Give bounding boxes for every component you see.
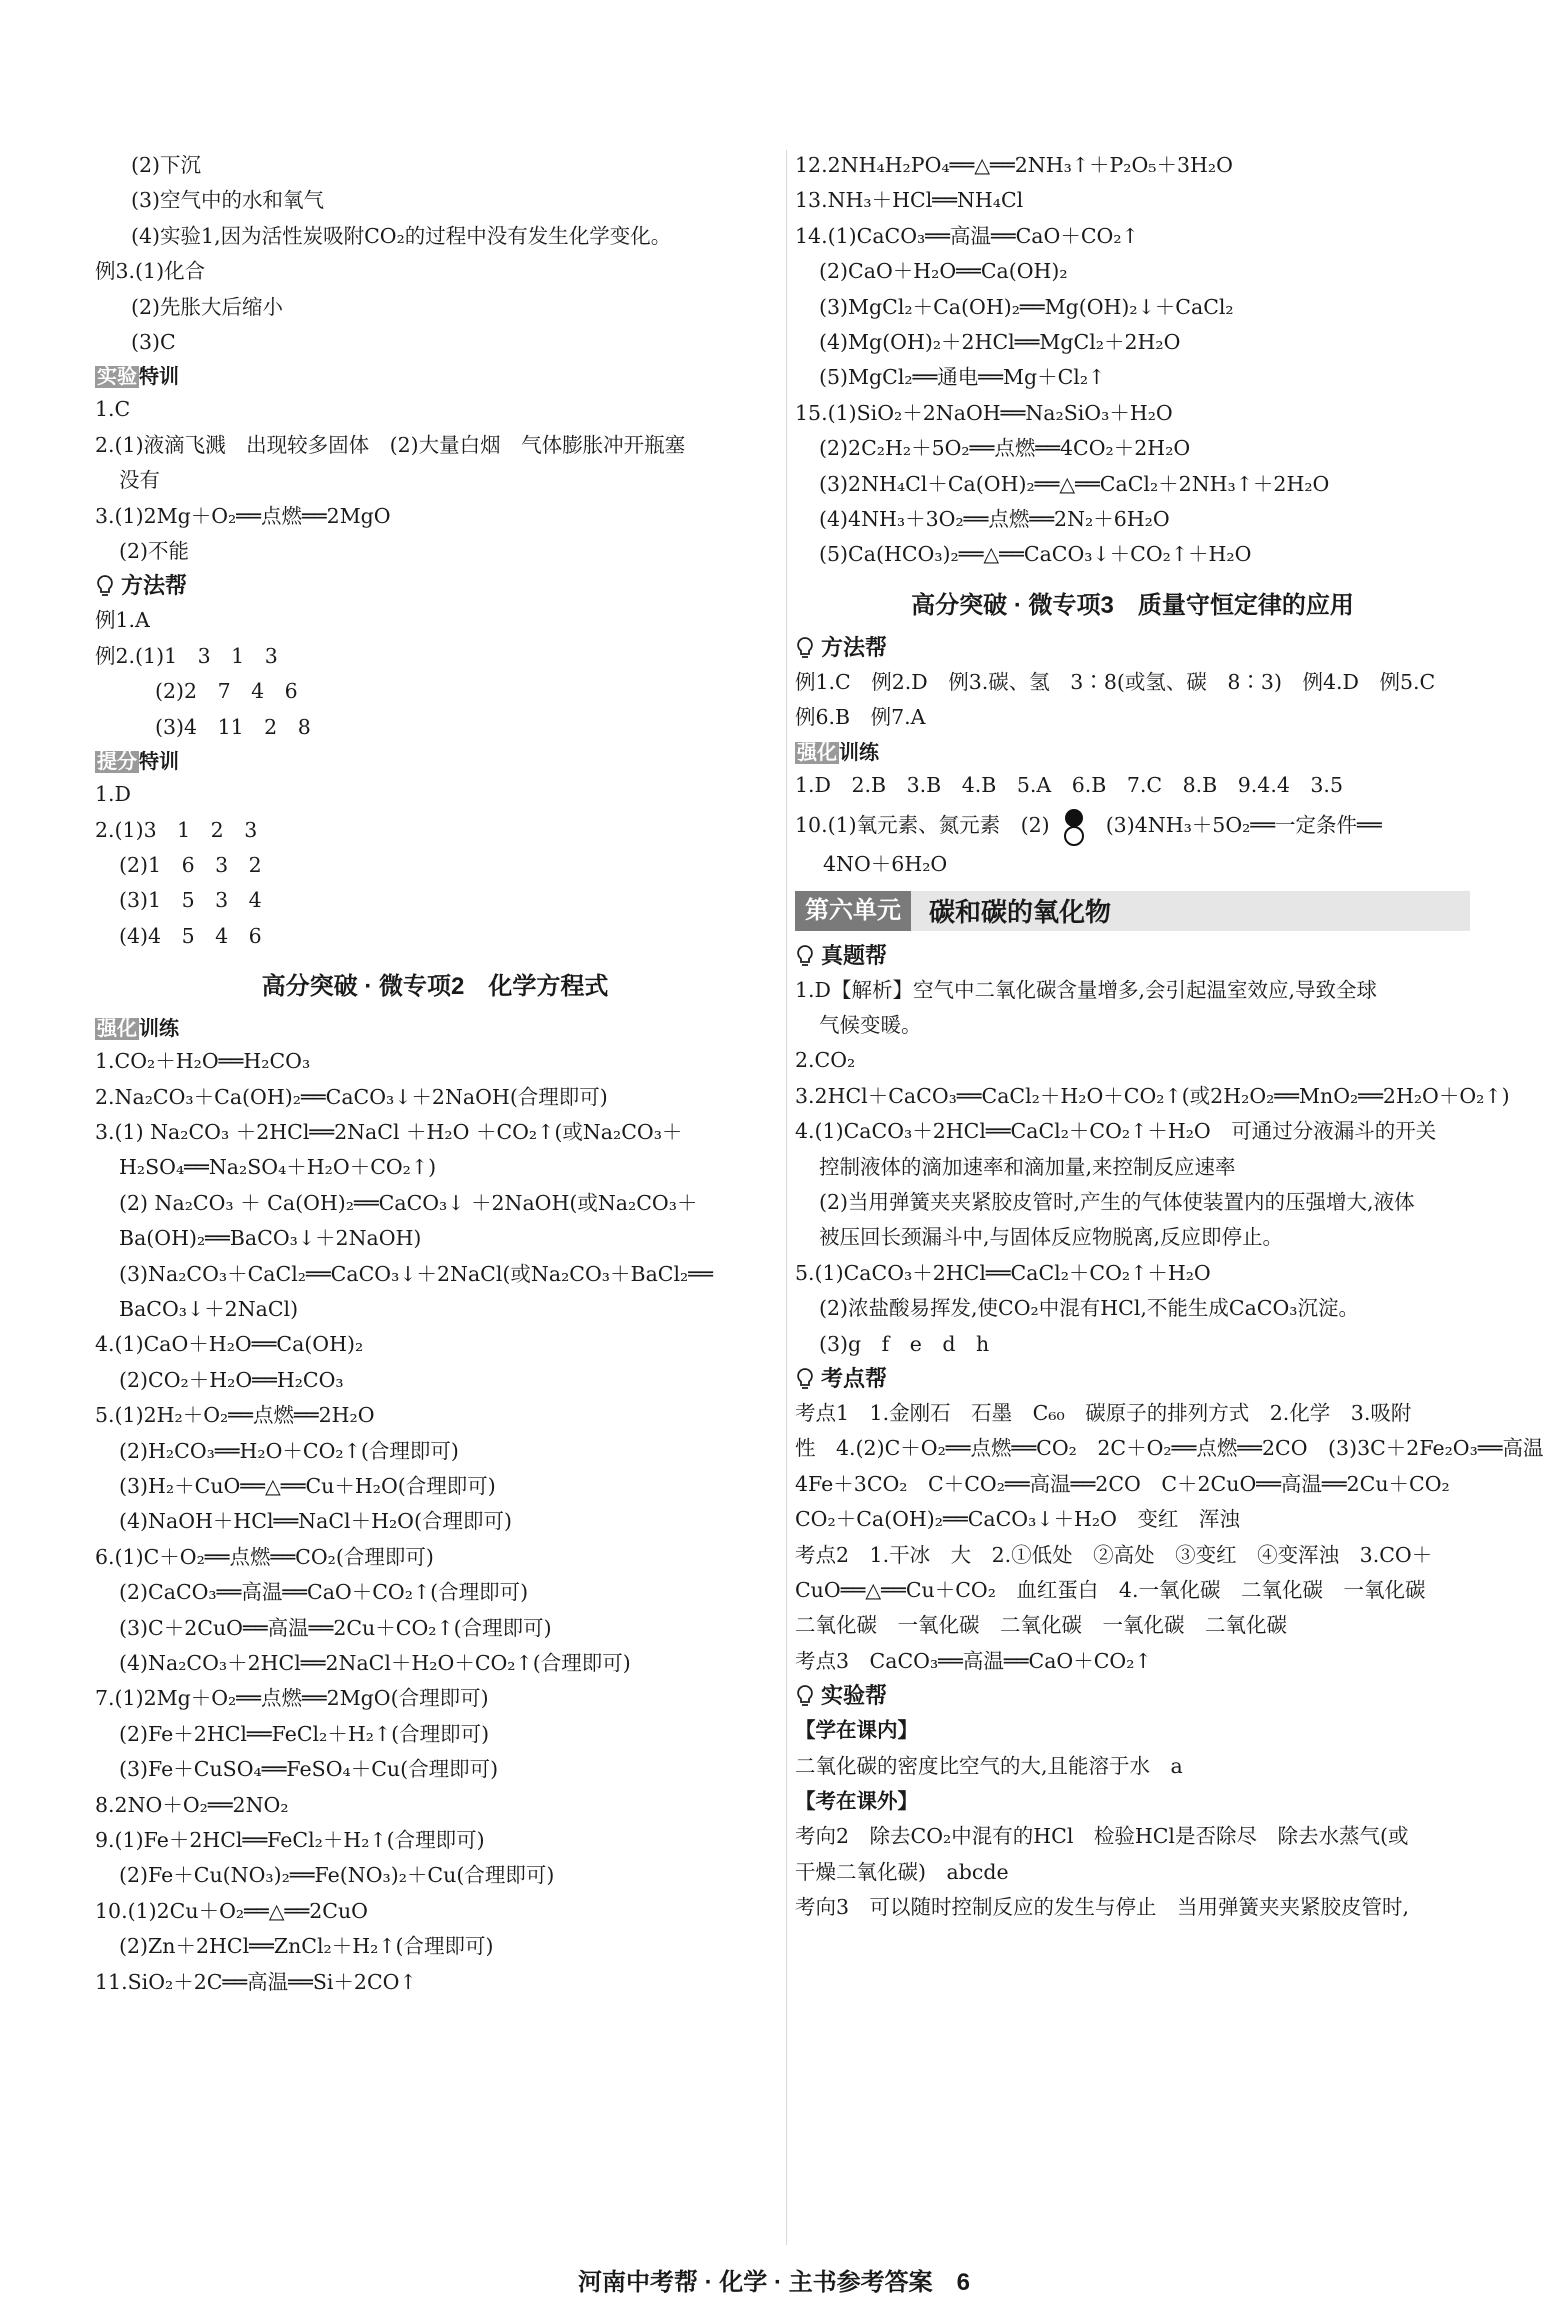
answer-line: (4)实验1,因为活性炭吸附CO₂的过程中没有发生化学变化。 <box>131 223 672 248</box>
answer-line: (3)MgCl₂＋Ca(OH)₂══Mg(OH)₂↓＋CaCl₂ <box>819 294 1234 319</box>
answer-line: 二氧化碳的密度比空气的大,且能溶于水 a <box>795 1753 1183 1778</box>
answer-line: (2)当用弹簧夹夹紧胶皮管时,产生的气体使装置内的压强增大,液体 <box>819 1189 1415 1214</box>
answer-line: (3)Na₂CO₃＋CaCl₂══CaCO₃↓＋2NaCl(或Na₂CO₃＋BaCl₂══ <box>119 1261 713 1286</box>
answer-line: (4)Mg(OH)₂＋2HCl══MgCl₂＋2H₂O <box>819 330 1181 355</box>
answer-line: 1.D <box>95 782 131 807</box>
answer-line: CuO══△══Cu＋CO₂ 血红蛋白 4.一氧化碳 二氧化碳 一氧化碳 <box>795 1578 1426 1602</box>
section-tag-qianghua: 强化 训练 <box>97 1018 179 1041</box>
answer-line-q10 <box>795 803 1470 847</box>
answer-line: (3)g f e d h <box>819 1331 990 1356</box>
answer-line: 性 4.(2)C＋O₂══点燃══CO₂ 2C＋O₂══点燃══2CO (3)3C＋2Fe₂O₃══高温 <box>795 1436 1544 1461</box>
answer-line: 2.(1)3 1 2 3 <box>95 817 258 842</box>
answer-line: 4Fe＋3CO₂ C＋CO₂══高温══2CO C＋2CuO══高温══2Cu＋CO₂ <box>795 1471 1450 1496</box>
subheading: 【学在课内】 <box>795 1718 918 1743</box>
answer-line: 14.(1)CaCO₃══高温══CaO＋CO₂↑ <box>795 223 1139 248</box>
answer-line: 8.2NO＋O₂══2NO₂ <box>95 1792 289 1817</box>
answer-line: 7.(1)2Mg＋O₂══点燃══2MgO(合理即可) <box>95 1686 489 1711</box>
section-tag-tifen: 提分 特训 <box>97 751 179 774</box>
answer-line: 10.(1)2Cu＋O₂══△══2CuO <box>95 1898 368 1923</box>
answer-line: 例3.(1)化合 <box>95 259 206 284</box>
answer-line: (2)Zn＋2HCl══ZnCl₂＋H₂↑(合理即可) <box>119 1934 494 1959</box>
lightbulb-icon <box>795 636 815 660</box>
left-column <box>95 148 775 2000</box>
answer-line: 1.CO₂＋H₂O══H₂CO₃ <box>95 1049 311 1074</box>
answer-line: (2)1 6 3 2 <box>119 852 262 877</box>
answer-line: (4)4 5 4 6 <box>119 923 262 948</box>
subheading: 【考在课外】 <box>795 1789 918 1814</box>
q10-part-b: (3)4NH₃＋5O₂══一定条件══ <box>1105 813 1382 838</box>
answer-line: (5)MgCl₂══通电══Mg＋Cl₂↑ <box>819 365 1106 390</box>
answer-line: (2)H₂CO₃══H₂O＋CO₂↑(合理即可) <box>119 1438 459 1463</box>
answer-line: (2)下沉 <box>131 153 202 177</box>
section-heading: 高分突破 · 微专项3 质量守恒定律的应用 <box>911 591 1354 619</box>
answer-line: (3)C＋2CuO══高温══2Cu＋CO₂↑(合理即可) <box>119 1615 552 1640</box>
answer-line: (3)1 5 3 4 <box>119 888 262 913</box>
unit-title: 碳和碳的氧化物 <box>929 897 1112 927</box>
answer-line: (2)CO₂＋H₂O══H₂CO₃ <box>119 1367 344 1392</box>
answer-line: 6.(1)C＋O₂══点燃══CO₂(合理即可) <box>95 1544 434 1569</box>
answer-line: 例6.B 例7.A <box>795 705 926 730</box>
answer-line: (4)4NH₃＋3O₂══点燃══2N₂＋6H₂O <box>819 507 1170 532</box>
answer-line: 干燥二氧化碳) abcde <box>795 1859 1009 1884</box>
unit-badge: 第六单元 <box>795 891 911 931</box>
answer-line: 1.D【解析】空气中二氧化碳含量增多,会引起温室效应,导致全球 <box>795 977 1378 1002</box>
answer-line: 控制液体的滴加速率和滴加量,来控制反应速率 <box>819 1154 1236 1179</box>
answer-line: (2)先胀大后缩小 <box>131 294 284 319</box>
answer-line: (3)2NH₄Cl＋Ca(OH)₂══△══CaCl₂＋2NH₃↑＋2H₂O <box>819 471 1330 496</box>
answer-line: (3)H₂＋CuO══△══Cu＋H₂O(合理即可) <box>119 1474 496 1498</box>
answer-line: (3)空气中的水和氧气 <box>131 188 325 213</box>
answer-line: 5.(1)CaCO₃＋2HCl══CaCl₂＋CO₂↑＋H₂O <box>795 1260 1211 1285</box>
answer-line: CO₂＋Ca(OH)₂══CaCO₃↓＋H₂O 变红 浑浊 <box>795 1507 1240 1532</box>
answer-line: 1.D 2.B 3.B 4.B 5.A 6.B 7.C 8.B 9.4.4 3.5 <box>795 772 1343 797</box>
answer-line: 12.2NH₄H₂PO₄══△══2NH₃↑＋P₂O₅＋3H₂O <box>795 153 1233 177</box>
answer-line: 例2.(1)1 3 1 3 <box>95 643 278 668</box>
answer-line: (2)CaO＋H₂O══Ca(OH)₂ <box>819 259 1068 284</box>
section-heading: 高分突破 · 微专项2 化学方程式 <box>261 973 609 1001</box>
answer-line: 考向2 除去CO₂中混有的HCl 检验HCl是否除尽 除去水蒸气(或 <box>795 1824 1409 1849</box>
answer-line: (3)4 11 2 8 <box>155 714 311 739</box>
answer-line: 2.(1)液滴飞溅 出现较多固体 (2)大量白烟 气体膨胀冲开瓶塞 <box>95 432 686 457</box>
answer-line: (2)CaCO₃══高温══CaO＋CO₂↑(合理即可) <box>119 1580 529 1605</box>
answer-line: H₂SO₄══Na₂SO₄＋H₂O＋CO₂↑) <box>119 1155 437 1180</box>
answer-line: (5)Ca(HCO₃)₂══△══CaCO₃↓＋CO₂↑＋H₂O <box>819 542 1252 567</box>
section-zhenti: 真题帮 <box>795 939 1470 973</box>
answer-line: 考点3 CaCO₃══高温══CaO＋CO₂↑ <box>795 1648 1152 1673</box>
lightbulb-icon <box>795 944 815 968</box>
section-tag-qianghua: 强化 训练 <box>797 741 879 764</box>
column-divider <box>786 150 787 2245</box>
answer-line: 气候变暖。 <box>819 1012 922 1037</box>
unit-banner <box>795 891 1470 931</box>
section-kaodian: 考点帮 <box>795 1362 1470 1396</box>
answer-line: 2.Na₂CO₃＋Ca(OH)₂══CaCO₃↓＋2NaOH(合理即可) <box>95 1084 608 1109</box>
right-column <box>795 148 1544 1926</box>
section-tag-shiyan: 实验 特训 <box>97 366 179 389</box>
answer-line: 4.(1)CaCO₃＋2HCl══CaCl₂＋CO₂↑＋H₂O 可通过分液漏斗的开关 <box>795 1119 1437 1144</box>
molecule-diagram <box>1058 807 1098 847</box>
answer-line: 3.(1)2Mg＋O₂══点燃══2MgO <box>95 503 391 528</box>
answer-line: (4)NaOH＋HCl══NaCl＋H₂O(合理即可) <box>119 1509 512 1534</box>
answer-line: 1.C <box>95 397 131 422</box>
answer-line: 4NO＋6H₂O <box>823 852 948 877</box>
answer-line: (3)Fe＋CuSO₄══FeSO₄＋Cu(合理即可) <box>119 1757 499 1782</box>
answer-line: (2)2 7 4 6 <box>155 679 298 704</box>
lightbulb-icon <box>795 1684 815 1708</box>
section-fangfa-1: 方法帮 <box>95 569 775 603</box>
answer-line: (4)Na₂CO₃＋2HCl══2NaCl＋H₂O＋CO₂↑(合理即可) <box>119 1651 631 1676</box>
answer-line: 5.(1)2H₂＋O₂══点燃══2H₂O <box>95 1403 375 1428</box>
answer-line: 13.NH₃＋HCl══NH₄Cl <box>795 188 1024 213</box>
answer-line: 考向3 可以随时控制反应的发生与停止 当用弹簧夹夹紧胶皮管时, <box>795 1895 1410 1920</box>
answer-line: 15.(1)SiO₂＋2NaOH══Na₂SiO₃＋H₂O <box>795 400 1173 425</box>
answer-line: 9.(1)Fe＋2HCl══FeCl₂＋H₂↑(合理即可) <box>95 1828 485 1853</box>
answer-line: 二氧化碳 一氧化碳 二氧化碳 一氧化碳 二氧化碳 <box>795 1613 1287 1638</box>
lightbulb-icon <box>95 574 115 598</box>
answer-line: (2) Na₂CO₃ ＋ Ca(OH)₂══CaCO₃↓ ＋2NaOH(或Na₂CO₃＋ <box>119 1190 698 1215</box>
answer-line: (3)C <box>131 330 176 355</box>
answer-line: BaCO₃↓＋2NaCl) <box>119 1296 299 1321</box>
answer-line: 没有 <box>119 468 160 493</box>
q10-part-a: 10.(1)氧元素、氮元素 (2) <box>795 813 1050 838</box>
answer-line: (2)2C₂H₂＋5O₂══点燃══4CO₂＋2H₂O <box>819 436 1191 461</box>
answer-line: 3.2HCl＋CaCO₃══CaCl₂＋H₂O＋CO₂↑(或2H₂O₂══MnO₂══2H₂O＋O₂↑) <box>795 1083 1510 1108</box>
answer-line: 例1.C 例2.D 例3.碳、氢 3∶8(或氢、碳 8∶3) 例4.D 例5.C <box>795 669 1436 694</box>
answer-line: (2)Fe＋Cu(NO₃)₂══Fe(NO₃)₂＋Cu(合理即可) <box>119 1863 555 1888</box>
answer-line: 4.(1)CaO＋H₂O══Ca(OH)₂ <box>95 1332 364 1357</box>
answer-line: (2)浓盐酸易挥发,使CO₂中混有HCl,不能生成CaCO₃沉淀。 <box>819 1296 1360 1321</box>
answer-line: 考点2 1.干冰 大 2.①低处 ②高处 ③变红 ④变浑浊 3.CO＋ <box>795 1542 1433 1567</box>
answer-line: 3.(1) Na₂CO₃ ＋2HCl══2NaCl ＋H₂O ＋CO₂↑(或Na₂CO₃＋ <box>95 1119 683 1144</box>
answer-line: 被压回长颈漏斗中,与固体反应物脱离,反应即停止。 <box>819 1225 1284 1250</box>
lightbulb-icon <box>795 1367 815 1391</box>
answer-line: 例1.A <box>95 608 150 633</box>
answer-line: Ba(OH)₂══BaCO₃↓＋2NaOH) <box>119 1226 422 1251</box>
answer-line: 考点1 1.金刚石 石墨 C₆₀ 碳原子的排列方式 2.化学 3.吸附 <box>795 1400 1412 1425</box>
answer-line: (2)Fe＋2HCl══FeCl₂＋H₂↑(合理即可) <box>119 1721 490 1746</box>
page-footer: 河南中考帮 · 化学 · 主书参考答案 6 <box>577 2269 970 2296</box>
answer-line: (2)不能 <box>119 539 190 564</box>
answer-line: 11.SiO₂＋2C══高温══Si＋2CO↑ <box>95 1969 417 1994</box>
answer-line: 2.CO₂ <box>795 1048 856 1073</box>
section-shiyanbang: 实验帮 <box>795 1679 1470 1713</box>
section-fangfa-2: 方法帮 <box>795 631 1470 665</box>
